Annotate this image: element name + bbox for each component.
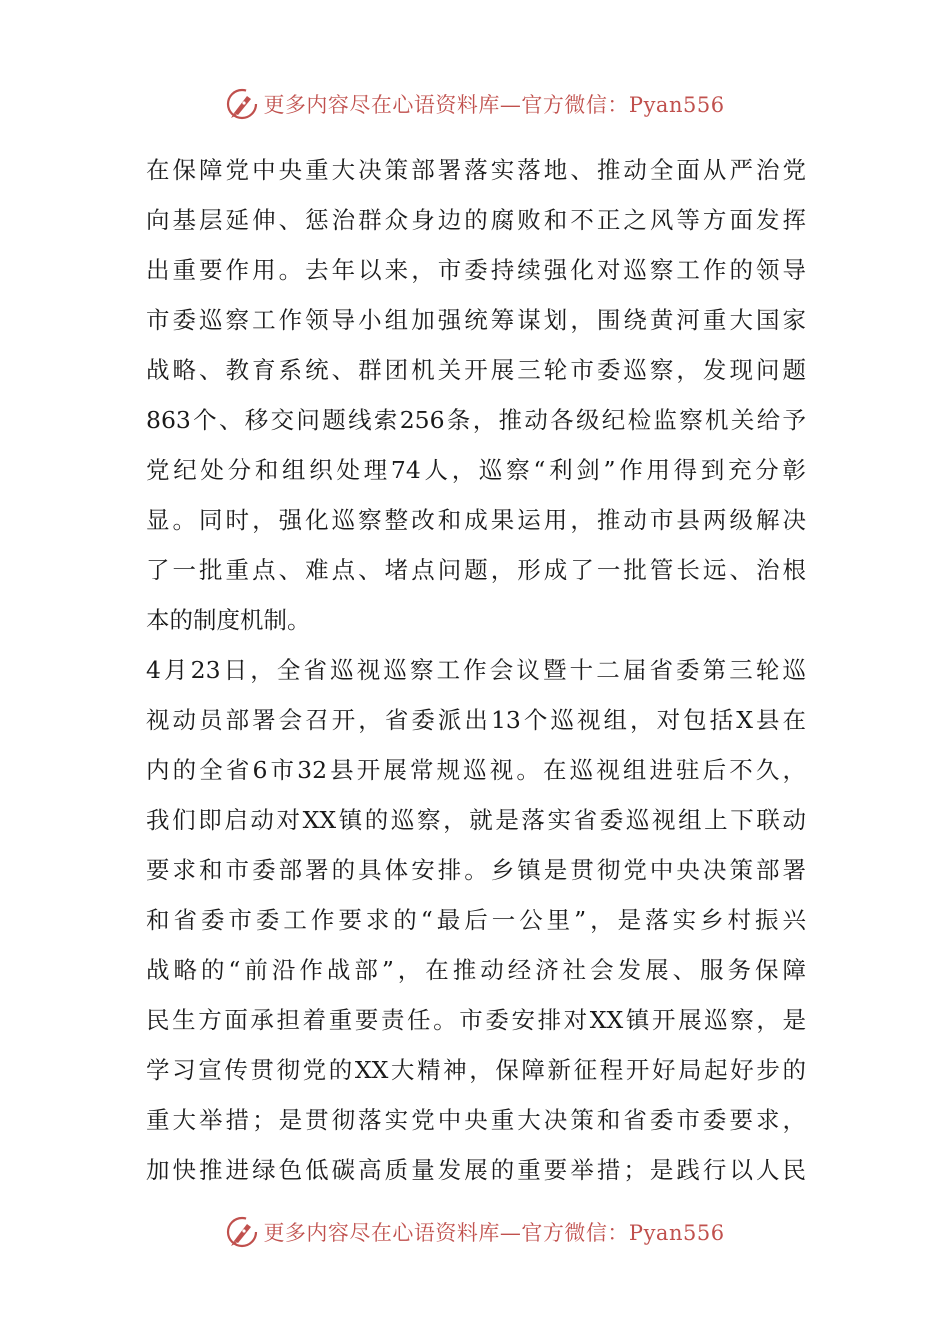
text-line: 我们即启动对XX镇的巡察，就是落实省委巡视组上下联动 — [146, 806, 806, 834]
text-line: 战略的“前沿作战部”，在推动经济社会发展、服务保障 — [146, 956, 806, 984]
text-line: 民生方面承担着重要责任。市委安排对XX镇开展巡察，是 — [146, 1006, 806, 1034]
text-line: 重大举措；是贯彻落实党中央重大决策和省委市委要求， — [146, 1106, 806, 1134]
text-line: 战略、教育系统、群团机关开展三轮市委巡察，发现问题 — [146, 356, 806, 384]
text-line: 和省委市委工作要求的“最后一公里”，是落实乡村振兴 — [146, 906, 806, 934]
text-line: 加快推进绿色低碳高质量发展的重要举措；是践行以人民 — [146, 1156, 806, 1184]
pen-nib-logo-icon — [225, 1215, 259, 1249]
text-line: 视动员部署会召开，省委派出13个巡视组，对包括X县在 — [146, 706, 806, 734]
text-line: 党纪处分和组织处理74人，巡察“利剑”作用得到充分彰 — [146, 456, 806, 484]
text-line: 要求和市委部署的具体安排。乡镇是贯彻党中央决策部署 — [146, 856, 806, 884]
text-line: 向基层延伸、惩治群众身边的腐败和不正之风等方面发挥 — [146, 206, 806, 234]
pen-nib-logo-icon — [225, 87, 259, 121]
footer-watermark — [0, 1212, 950, 1252]
text-line: 本的制度机制。 — [146, 606, 311, 634]
text-line: 学习宣传贯彻党的XX大精神，保障新征程开好局起好步的 — [146, 1056, 806, 1084]
document-body — [146, 145, 806, 1195]
text-line: 863个、移交问题线索256条，推动各级纪检监察机关给予 — [146, 406, 806, 434]
header-watermark — [0, 84, 950, 124]
header-watermark-text: 更多内容尽在心语资料库—官方微信：Pyan556 — [263, 93, 725, 117]
text-line: 出重要作用。去年以来，市委持续强化对巡察工作的领导 — [146, 256, 806, 284]
text-line: 在保障党中央重大决策部署落实落地、推动全面从严治党 — [146, 156, 806, 184]
footer-watermark-text: 更多内容尽在心语资料库—官方微信：Pyan556 — [263, 1221, 725, 1245]
text-line: 显。同时，强化巡察整改和成果运用，推动市县两级解决 — [146, 506, 806, 534]
text-line: 市委巡察工作领导小组加强统筹谋划，围绕黄河重大国家 — [146, 306, 806, 334]
text-line: 了一批重点、难点、堵点问题，形成了一批管长远、治根 — [146, 556, 806, 584]
text-line: 内的全省6市32县开展常规巡视。在巡视组进驻后不久， — [146, 756, 806, 784]
text-line: 4月23日，全省巡视巡察工作会议暨十二届省委第三轮巡 — [146, 656, 806, 684]
